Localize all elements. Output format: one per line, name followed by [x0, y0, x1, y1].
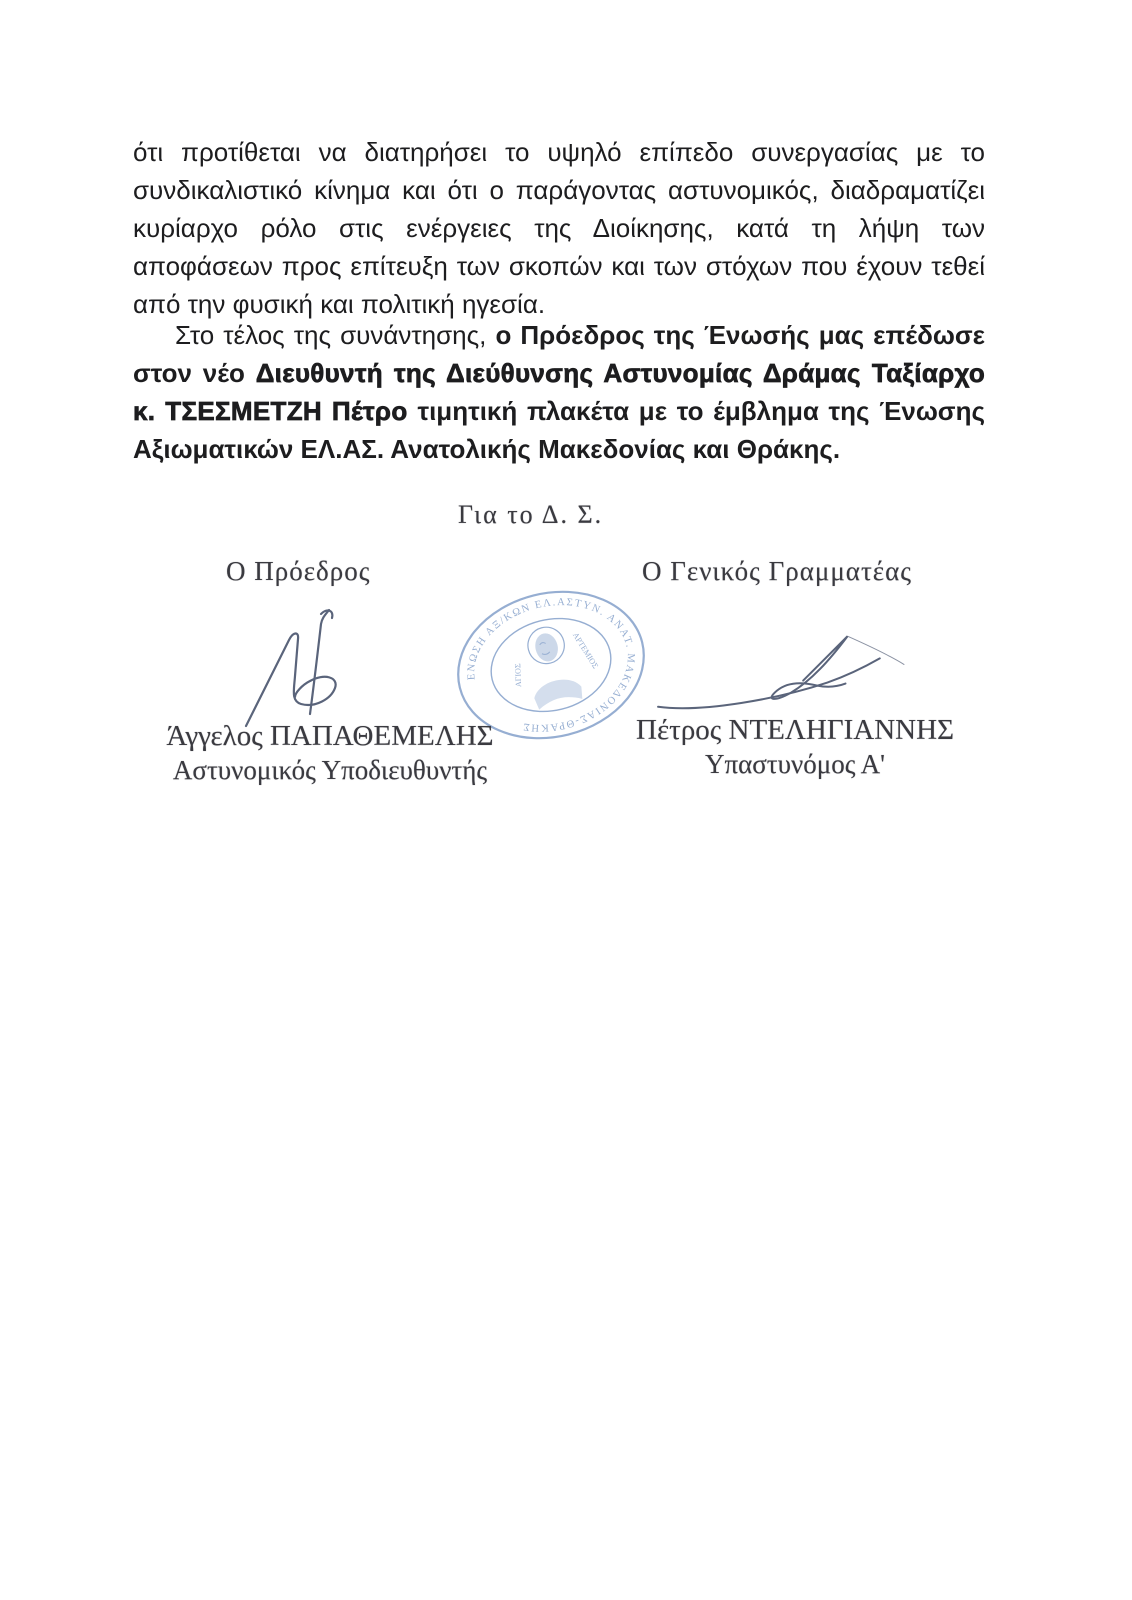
saint-head-icon — [532, 631, 560, 664]
text-line: συνδικαλιστικό κίνημα και ότι ο παράγοντας αστυνομικός, διαδραματίζει — [133, 175, 985, 205]
stamp-ring-text: ΕΝΩΣΗ ΑΞ/ΚΩΝ ΕΛ.ΑΣΤΥΝ. ΑΝΑΤ. ΜΑΚΕΔΟΝΙΑΣ-ΘΡΑΚΗΣ — [466, 597, 636, 733]
text-segment: Αξιωματικών ΕΛ.ΑΣ. Ανατολικής Μακεδονίας και Θράκης. — [133, 434, 841, 464]
text-line: από την φυσική και πολιτική ηγεσία. — [133, 289, 546, 319]
text-segment: ο Πρόεδρος της Ένωσής μας επέδωσε — [495, 320, 985, 350]
secretary-signature — [650, 624, 912, 720]
signature-stroke — [658, 658, 880, 708]
text-segment: Στο τέλος της συνάντησης, — [175, 320, 496, 350]
president-title: Ο Πρόεδρος — [226, 556, 371, 586]
text-segment: κ. ΤΣΕΣΜΕΤΖΗ Πέτρο — [133, 396, 418, 426]
text-segment: στον νέο — [133, 358, 256, 388]
president-signature — [232, 598, 397, 738]
text-line — [133, 430, 985, 468]
president-name: Άγγελος ΠΑΠΑΘΕΜΕΛΗΣ — [166, 720, 494, 752]
president-rank: Αστυνομικός Υποδιευθυντής — [172, 755, 488, 785]
stamp-inner-left-text: ΑΓΙΟΣ — [513, 663, 524, 688]
secretary-name: Πέτρος ΝΤΕΛΗΓΙΑΝΝΗΣ — [636, 714, 954, 746]
secretary-rank: Υπαστυνόμος Α' — [704, 749, 886, 779]
text-line: κυρίαρχο ρόλο στις ενέργειες της Διοίκησης, κατά τη λήψη των — [133, 213, 985, 243]
text-line: αποφάσεων προς επίτευξη των σκοπών και των στόχων που έχουν τεθεί — [133, 251, 985, 281]
signature-stroke — [772, 636, 848, 699]
text-segment: τιμητική πλακέτα με το έμβλημα της Ένωσης — [417, 396, 985, 426]
secretary-title: Ο Γενικός Γραμματέας — [642, 556, 912, 586]
text-line — [133, 392, 985, 430]
paragraph-intro — [133, 133, 985, 323]
text-line — [133, 354, 985, 392]
paragraph-award — [133, 316, 985, 468]
signature-stroke — [246, 633, 336, 726]
text-line — [133, 316, 985, 354]
closing-for-the-board: Για το Δ. Σ. — [458, 500, 604, 529]
text-line: ότι προτίθεται να διατηρήσει το υψηλό επίπεδο συνεργασίας με το — [133, 137, 985, 167]
stamp-inner-right-text: ΑΡΤΕΜΙΟΣ — [570, 630, 601, 671]
text-segment: Διευθυντή της Διεύθυνσης Αστυνομίας Δράμας Ταξίαρχο — [255, 358, 985, 388]
